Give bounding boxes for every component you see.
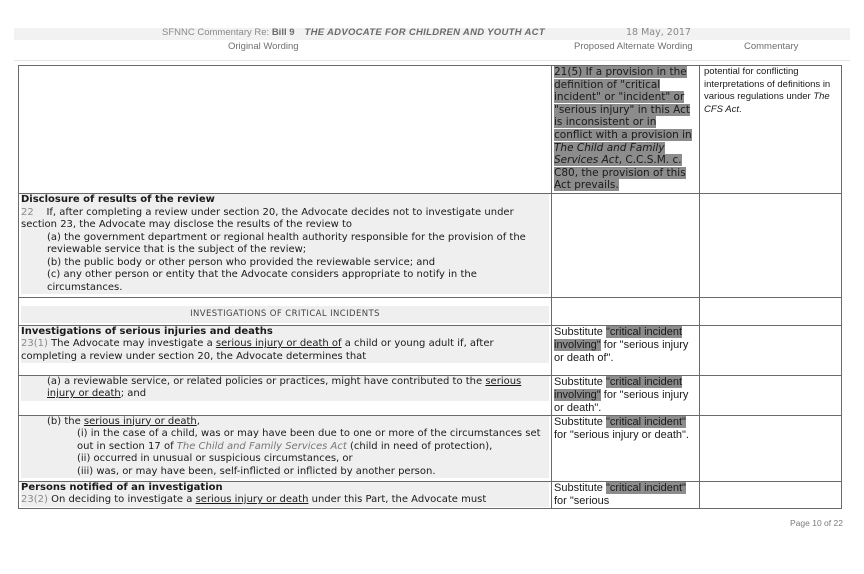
header-prefix: SFNNC Commentary Re: <box>162 27 272 38</box>
section-heading: Disclosure of results of the review <box>21 194 215 205</box>
section-23-2-block <box>21 482 549 507</box>
highlighted-text: "critical incident involving" <box>554 375 683 401</box>
proposed-cell <box>552 194 700 298</box>
document-header-title <box>162 27 545 38</box>
section-number: 23(1) <box>21 338 48 349</box>
underlined-term: serious injury or death <box>195 494 309 505</box>
original-cell <box>19 481 552 508</box>
original-cell <box>19 298 552 326</box>
header-rule <box>14 60 850 61</box>
section-heading: Persons notified of an investigation <box>21 481 223 493</box>
original-cell <box>19 325 552 375</box>
section-22-block <box>21 194 549 294</box>
commentary-cell <box>700 325 842 375</box>
proposed-substitution: Substitute "critical incident" for "serious injury or death". <box>554 415 689 441</box>
column-header-original: Original Wording <box>228 41 299 52</box>
clause-b: (b) the serious injury or death, <box>47 415 200 427</box>
column-header-proposed: Proposed Alternate Wording <box>574 41 693 52</box>
highlighted-act-name: The Child and Family Services Act <box>554 141 665 167</box>
subclause-ii: (ii) occurred in unusual or suspicious circumstances, or <box>77 453 353 464</box>
section-banner: INVESTIGATIONS OF CRITICAL INCIDENTS <box>21 306 549 323</box>
section-heading: Investigations of serious injuries and deaths <box>21 325 273 337</box>
proposed-cell <box>552 325 700 375</box>
table-row <box>19 325 842 375</box>
proposed-cell <box>552 375 700 415</box>
proposed-substitution: Substitute "critical incident" for "serious <box>554 481 686 507</box>
section-lead: 22 If, after completing a review under section 20, the Advocate decides not to investigate under section 23, the Advocate may disclose the results of the review to <box>21 206 514 230</box>
subclause-i: (i) in the case of a child, was or may have been due to one or more of the circumstances set out in section 17 of The Child and Family Services Act (child in need of protection), <box>77 428 541 452</box>
highlighted-text: "critical incident involving" <box>554 325 683 351</box>
original-cell <box>19 194 552 298</box>
column-header-commentary: Commentary <box>744 41 799 52</box>
clause-c: (c) any other person or entity that the Advocate considers appropriate to notify in the circumstances. <box>47 269 477 293</box>
highlighted-text: 21(5) If a provision in the definition of "critical incident" or "incident" or "serious injury" in this Act is inconsistent or in conflict with a provision in <box>554 66 692 141</box>
proposed-cell <box>552 298 700 326</box>
table-row <box>19 415 842 481</box>
original-cell <box>19 415 552 481</box>
underlined-term: serious injury or death of <box>215 338 342 349</box>
table-row <box>19 66 842 194</box>
proposed-cell <box>552 66 700 194</box>
underlined-term: serious injury or death <box>47 375 522 399</box>
highlighted-text: "critical incident" <box>605 481 686 494</box>
commentary-cell <box>700 66 842 194</box>
commentary-table <box>18 65 842 509</box>
highlighted-text: "critical incident" <box>605 415 686 428</box>
section-23-1-block <box>21 326 549 364</box>
commentary-text: potential for conflicting interpretations of definitions in various regulations under The CFS Act. <box>704 66 831 115</box>
header-bill: Bill 9 <box>271 27 295 38</box>
commentary-cell <box>700 375 842 415</box>
section-number: 22 <box>21 206 34 218</box>
clause-b: (b) the public body or other person who provided the reviewable service; and <box>47 256 436 268</box>
header-act-title: THE ADVOCATE FOR CHILDREN AND YOUTH ACT <box>304 27 545 38</box>
header-date: 18 May, 2017 <box>626 27 691 38</box>
table-row <box>19 481 842 508</box>
proposed-substitution: Substitute "critical incident involving" for "serious injury or death". <box>554 375 689 414</box>
section-lead: 23(2) On deciding to investigate a serious injury or death under this Part, the Advocate must <box>21 494 487 505</box>
commentary-cell <box>700 298 842 326</box>
table-row <box>19 194 842 298</box>
proposed-substitution: Substitute "critical incident involving" for "serious injury or death of". <box>554 325 689 364</box>
proposed-cell <box>552 481 700 508</box>
clause-a: (a) a reviewable service, or related policies or practices, might have contributed to the serious injury or death; and <box>21 376 549 401</box>
section-lead: 23(1) The Advocate may investigate a serious injury or death of a child or young adult if, after completing a review under section 20, the Advocate determines that <box>21 338 494 362</box>
commentary-cell <box>700 194 842 298</box>
underlined-term: serious injury or death <box>83 415 197 427</box>
original-cell <box>19 375 552 415</box>
original-cell <box>19 66 552 194</box>
table-row <box>19 298 842 326</box>
page-number: Page 10 of 22 <box>790 518 843 528</box>
clause-a: (a) the government department or regional health authority responsible for the provision of the reviewable service that is the subject of the review; <box>47 231 526 255</box>
proposed-cell <box>552 415 700 481</box>
table-row <box>19 375 842 415</box>
commentary-cell <box>700 415 842 481</box>
proposed-text-21-5 <box>554 66 697 192</box>
act-abbrev: The CFS Act <box>704 91 830 115</box>
highlighted-text: , C.C.S.M. c. C80, the provision of this Act prevails. <box>554 154 686 192</box>
subclause-iii: (iii) was, or may have been, self-inflicted or inflicted by another person. <box>77 465 436 477</box>
commentary-cell <box>700 481 842 508</box>
section-number: 23(2) <box>21 494 48 505</box>
act-name: The Child and Family Services Act <box>176 440 347 452</box>
clause-b-block <box>21 416 549 479</box>
